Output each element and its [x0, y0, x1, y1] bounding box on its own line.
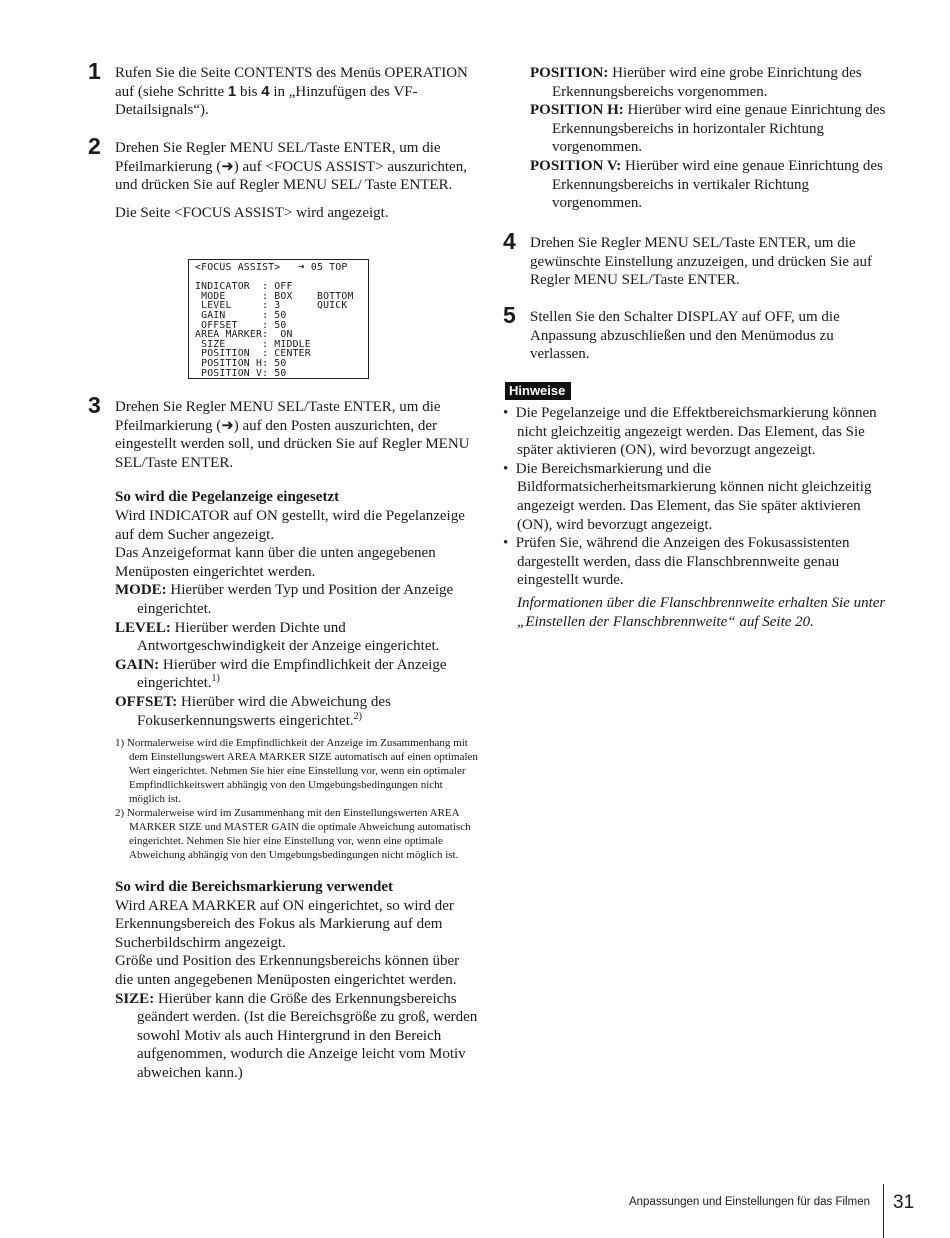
- footnote-2: 2) Normalerweise wird im Zusammenhang mit den Einstellungswerten AREA MARKER SIZE und MASTER GAIN die optimale Abweichung automatisch eingerichtet. Nehmen Sie hier eine Einstellung vor, wenn eine optimale Abweichung abhängig von den Umgebungsbedingungen nicht möglich ist.: [115, 807, 471, 862]
- hinweise-label: Hinweise: [505, 382, 571, 400]
- hinweise-notes: [503, 404, 888, 631]
- step-4: [503, 228, 893, 290]
- indicator-item-level: LEVEL: Hierüber werden Dichte und Antwortgeschwindigkeit der Anzeige eingerichtet.: [115, 619, 440, 655]
- area-marker-item-size: SIZE: Hierüber kann die Größe des Erkennungsbereichs geändert werden. (Ist die Bereichsgröße zu groß, werden sowohl Motiv als auch Hintergrund in den Bereich aufgenommen, wodurch die Anzeige leicht vom Motiv abweichen kann.): [115, 990, 478, 1082]
- page-number: 31: [893, 1192, 915, 1213]
- step-text: Drehen Sie Regler MENU SEL/Taste ENTER, um die Pfeilmarkierung (➜) auf <FOCUS ASSIST> auszurichten, und drücken Sie auf Regler MENU SEL/ Taste ENTER.: [115, 140, 467, 194]
- step-number: 3: [88, 392, 101, 418]
- position-h-item: POSITION H: Hierüber wird eine genaue Einrichtung des Erkennungsbereichs in horizontaler Richtung vorgenommen.: [530, 102, 886, 156]
- step-number: 5: [503, 302, 516, 328]
- note-item: • Die Pegelanzeige und die Effektbereichsmarkierung können nicht gleichzeitig angezeigt werden. Das Element, das Sie später aktivieren (ON), wird bevorzugt angezeigt.: [503, 405, 877, 459]
- note-item: • Die Bereichsmarkierung und die Bildformatsicherheitsmarkierung können nicht gleichzeitig angezeigt werden. Das Element, das Sie später aktivieren (ON), wird bevorzugt angezeigt.: [503, 460, 872, 533]
- step-text: Rufen Sie die Seite CONTENTS des Menüs OPERATION auf (siehe Schritte 1 bis 4 in „Hinzufügen des VF-Detailsignals“).: [115, 65, 468, 119]
- area-marker-intro-1: Wird AREA MARKER auf ON eingerichtet, so wird der Erkennungsbereich des Fokus als Markierung auf dem Sucherbildschirm angezeigt.: [115, 897, 454, 951]
- note-reference: Informationen über die Flanschbrennweite erhalten Sie unter „Einstellen der Flanschbrennweite“ auf Seite 20.: [517, 594, 886, 630]
- footer-section-title: Anpassungen und Einstellungen für das Filmen: [628, 1196, 870, 1208]
- area-marker-intro-2: Größe und Position des Erkennungsbereichs können über die unten angegebenen Menüposten eingerichtet werden.: [115, 953, 460, 989]
- step-text: Drehen Sie Regler MENU SEL/Taste ENTER, um die gewünschte Einstellung anzuzeigen, und drücken Sie auf Regler MENU SEL/Taste ENTER.: [530, 235, 872, 289]
- footnotes: [115, 736, 480, 862]
- indicator-heading: So wird die Pegelanzeige eingesetzt: [115, 489, 340, 506]
- step-number: 4: [503, 228, 516, 254]
- focus-assist-menu-screen: <FOCUS ASSIST> ➜ 05 TOP INDICATOR : OFF MODE : BOX BOTTOM LEVEL : 3 QUICK GAIN : 50 OFFSET : 50 AREA MARKER: ON SIZE : MIDDLE POSITION : CENTER POSITION H: 50 POSITION V: 50: [188, 259, 369, 379]
- area-marker-heading: So wird die Bereichsmarkierung verwendet: [115, 879, 394, 896]
- step-text: Stellen Sie den Schalter DISPLAY auf OFF, um die Anpassung abzuschließen und den Menümodus zu verlassen.: [530, 309, 840, 363]
- indicator-item-gain: GAIN: Hierüber wird die Empfindlichkeit der Anzeige eingerichtet.$^{1)}$: [115, 656, 447, 692]
- indicator-item-mode: MODE: Hierüber werden Typ und Position der Anzeige eingerichtet.: [115, 582, 454, 617]
- step-number: 1: [88, 58, 101, 84]
- indicator-intro-1: Wird INDICATOR auf ON gestellt, wird die Pegelanzeige auf dem Sucher angezeigt.: [115, 507, 465, 543]
- indicator-intro-2: Das Anzeigeformat kann über die unten angegebenen Menüposten eingerichtet werden.: [115, 545, 436, 580]
- step-1: [88, 58, 480, 120]
- step-2: [88, 133, 480, 222]
- position-v-item: POSITION V: Hierüber wird eine genaue Einrichtung des Erkennungsbereichs in vertikaler Richtung vorgenommen.: [530, 157, 883, 212]
- step-5: [503, 302, 893, 364]
- footer-divider: [883, 1184, 884, 1238]
- position-items: [530, 64, 890, 213]
- footnote-1: 1) Normalerweise wird die Empfindlichkeit der Anzeige im Zusammenhang mit dem Einstellungswert AREA MARKER SIZE automatisch auf einen optimalen Wert eingerichtet. Nehmen Sie hier eine Einstellung vor, wenn ein optimaler Empfindlichkeitswert abhängig von den Umgebungsbedingungen nicht möglich ist.: [115, 737, 478, 806]
- note-item: • Prüfen Sie, während die Anzeigen des Fokusassistenten dargestellt werden, dass die Flanschbrennweite genau eingestellt wurde.: [503, 535, 850, 589]
- step-result: Die Seite <FOCUS ASSIST> wird angezeigt.: [115, 204, 389, 221]
- step-3: [88, 392, 480, 1083]
- position-item: POSITION: Hierüber wird eine grobe Einrichtung des Erkennungsbereichs vorgenommen.: [530, 65, 862, 100]
- indicator-item-offset: OFFSET: Hierüber wird die Abweichung des Fokuserkennungswerts eingerichtet.$^{2)}$: [115, 693, 391, 729]
- step-text: Drehen Sie Regler MENU SEL/Taste ENTER, um die Pfeilmarkierung (➜) auf den Posten auszurichten, der eingestellt werden soll, und drücken Sie auf Regler MENU SEL/Taste ENTER.: [115, 399, 470, 471]
- step-number: 2: [88, 133, 101, 159]
